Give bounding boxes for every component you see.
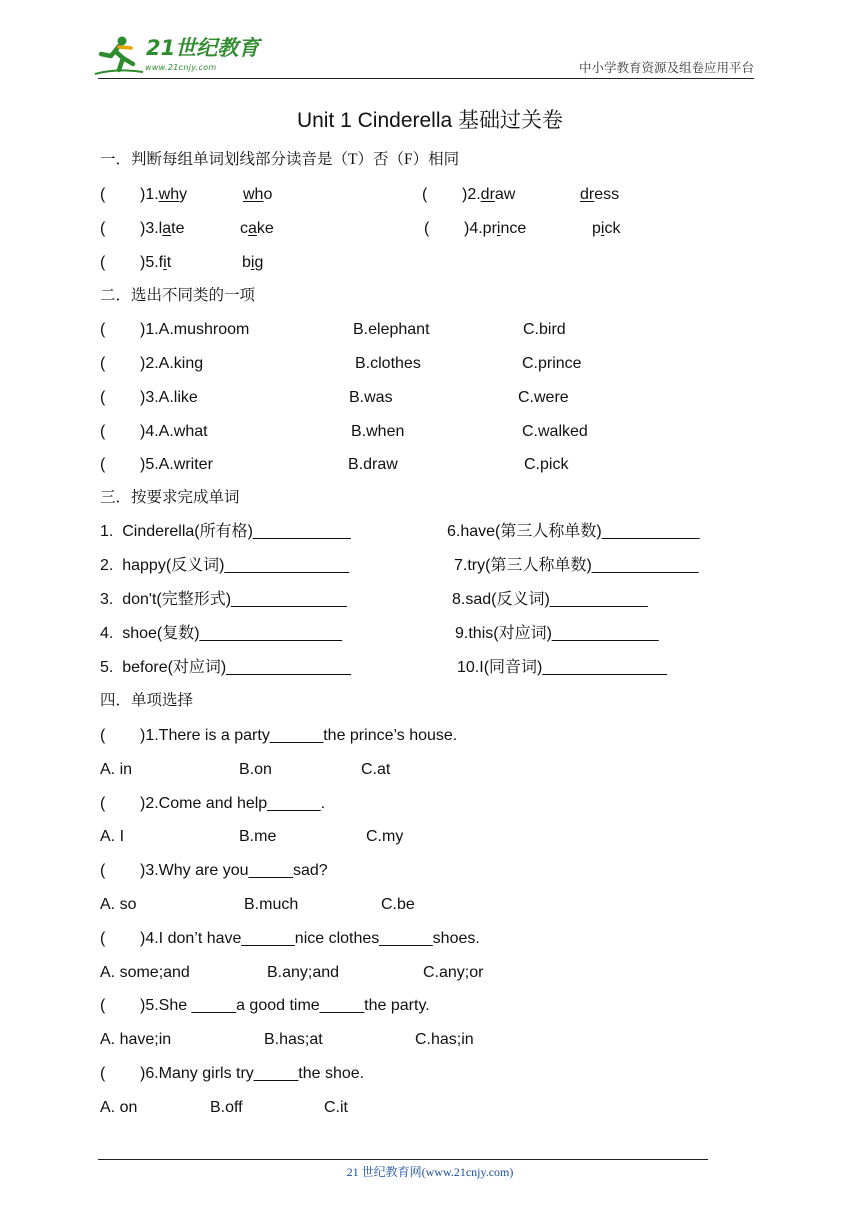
s2-option-b: B.elephant	[353, 321, 430, 338]
s4-option-c: C.my	[366, 828, 404, 845]
s3-right-item: 8.sad(反义词)___________	[452, 591, 648, 608]
s4-option-b: B.has;at	[264, 1031, 323, 1048]
bracket: (	[100, 186, 106, 203]
bracket: (	[100, 997, 106, 1014]
bracket: (	[100, 727, 106, 744]
s4-option-a: A. have;in	[100, 1031, 172, 1048]
s3-right-item: 6.have(第三人称单数)___________	[447, 523, 700, 540]
s4-option-a: A. so	[100, 896, 137, 913]
section4-heading: 四．单项选择	[100, 692, 194, 709]
bracket: (	[100, 220, 106, 237]
s4-option-b: B.any;and	[267, 964, 340, 981]
bracket: (	[424, 220, 430, 237]
header-divider	[98, 78, 754, 79]
s2-option-a: )3.A.like	[140, 389, 198, 406]
s2-option-c: C.bird	[523, 321, 566, 338]
s1-item-5: )5.fit	[140, 254, 172, 271]
s4-option-a: A. some;and	[100, 964, 190, 981]
s2-option-b: B.was	[349, 389, 393, 406]
s1-item-1-word2: who	[243, 186, 273, 203]
bracket: (	[100, 930, 106, 947]
s4-question: )2.Come and help______.	[140, 795, 326, 812]
s4-option-a: A. on	[100, 1099, 138, 1116]
s1-item-1: )1.why	[140, 186, 188, 203]
s4-option-b: B.me	[239, 828, 277, 845]
s4-question: )5.She _____a good time_____the party.	[140, 997, 430, 1014]
s1-item-4-word2: pick	[592, 220, 621, 237]
s2-option-b: B.when	[351, 423, 405, 440]
s4-option-a: A. I	[100, 828, 125, 845]
bracket: (	[100, 389, 106, 406]
s4-option-c: C.it	[324, 1099, 348, 1116]
s4-option-a: A. in	[100, 761, 133, 778]
section1-heading: 一．判断每组单词划线部分读音是（T）否（F）相同	[100, 151, 460, 168]
header-platform-text: 中小学教育资源及组卷应用平台	[578, 61, 754, 75]
s2-option-c: C.walked	[522, 423, 588, 440]
s4-option-b: B.much	[244, 896, 299, 913]
s2-option-a: )4.A.what	[140, 423, 208, 440]
footer-link[interactable]: 21 世纪教育网(www.21cnjy.com)	[346, 1165, 514, 1179]
bracket: (	[100, 423, 106, 440]
s2-option-a: )5.A.writer	[140, 456, 213, 473]
s4-option-b: B.off	[210, 1099, 243, 1116]
s4-option-c: C.any;or	[423, 964, 484, 981]
s2-option-b: B.draw	[348, 456, 398, 473]
bracket: (	[100, 795, 106, 812]
s2-option-c: C.pick	[524, 456, 569, 473]
bracket: (	[100, 862, 106, 879]
s3-left-item: 3. don't(完整形式)_____________	[100, 591, 347, 608]
s3-left-item: 1. Cinderella(所有格)___________	[100, 523, 351, 540]
s2-option-a: )2.A.king	[140, 355, 204, 372]
logo-url: www.21cnjy.com	[145, 63, 217, 72]
s3-right-item: 7.try(第三人称单数)____________	[454, 557, 699, 574]
s3-left-item: 2. happy(反义词)______________	[100, 557, 350, 574]
s1-item-2: )2.draw	[462, 186, 516, 203]
s3-right-item: 10.I(同音词)______________	[457, 659, 667, 676]
s1-item-3: )3.late	[140, 220, 185, 237]
s4-option-c: C.be	[381, 896, 415, 913]
s1-item-5-word2: big	[242, 254, 264, 271]
runner-logo-icon	[93, 34, 145, 78]
s2-option-c: C.prince	[522, 355, 582, 372]
s4-option-b: B.on	[239, 761, 272, 778]
s1-item-3-word2: cake	[240, 220, 274, 237]
bracket: (	[422, 186, 428, 203]
s1-item-2-word2: dress	[580, 186, 620, 203]
s4-question: )4.I don’t have______nice clothes______shoes.	[140, 930, 480, 947]
s3-left-item: 4. shoe(复数)________________	[100, 625, 342, 642]
page-title: Unit 1 Cinderella 基础过关卷	[296, 109, 564, 132]
s3-left-item: 5. before(对应词)______________	[100, 659, 351, 676]
s3-right-item: 9.this(对应词)____________	[455, 625, 659, 642]
bracket: (	[100, 321, 106, 338]
site-logo	[93, 34, 263, 78]
s4-option-c: C.at	[361, 761, 391, 778]
section3-heading: 三．按要求完成单词	[100, 489, 240, 506]
section2-heading: 二．选出不同类的一项	[100, 287, 256, 304]
logo-text: 21世纪教育	[146, 36, 260, 60]
s4-question: )1.There is a party______the prince’s house.	[140, 727, 458, 744]
bracket: (	[100, 1065, 106, 1082]
bracket: (	[100, 456, 106, 473]
bracket: (	[100, 254, 106, 271]
s4-question: )3.Why are you_____sad?	[140, 862, 328, 879]
s2-option-a: )1.A.mushroom	[140, 321, 250, 338]
s2-option-b: B.clothes	[355, 355, 421, 372]
s4-option-c: C.has;in	[415, 1031, 474, 1048]
s4-question: )6.Many girls try_____the shoe.	[140, 1065, 365, 1082]
footer-divider	[98, 1159, 708, 1160]
bracket: (	[100, 355, 106, 372]
s1-item-4: )4.prince	[464, 220, 527, 237]
s2-option-c: C.were	[518, 389, 569, 406]
